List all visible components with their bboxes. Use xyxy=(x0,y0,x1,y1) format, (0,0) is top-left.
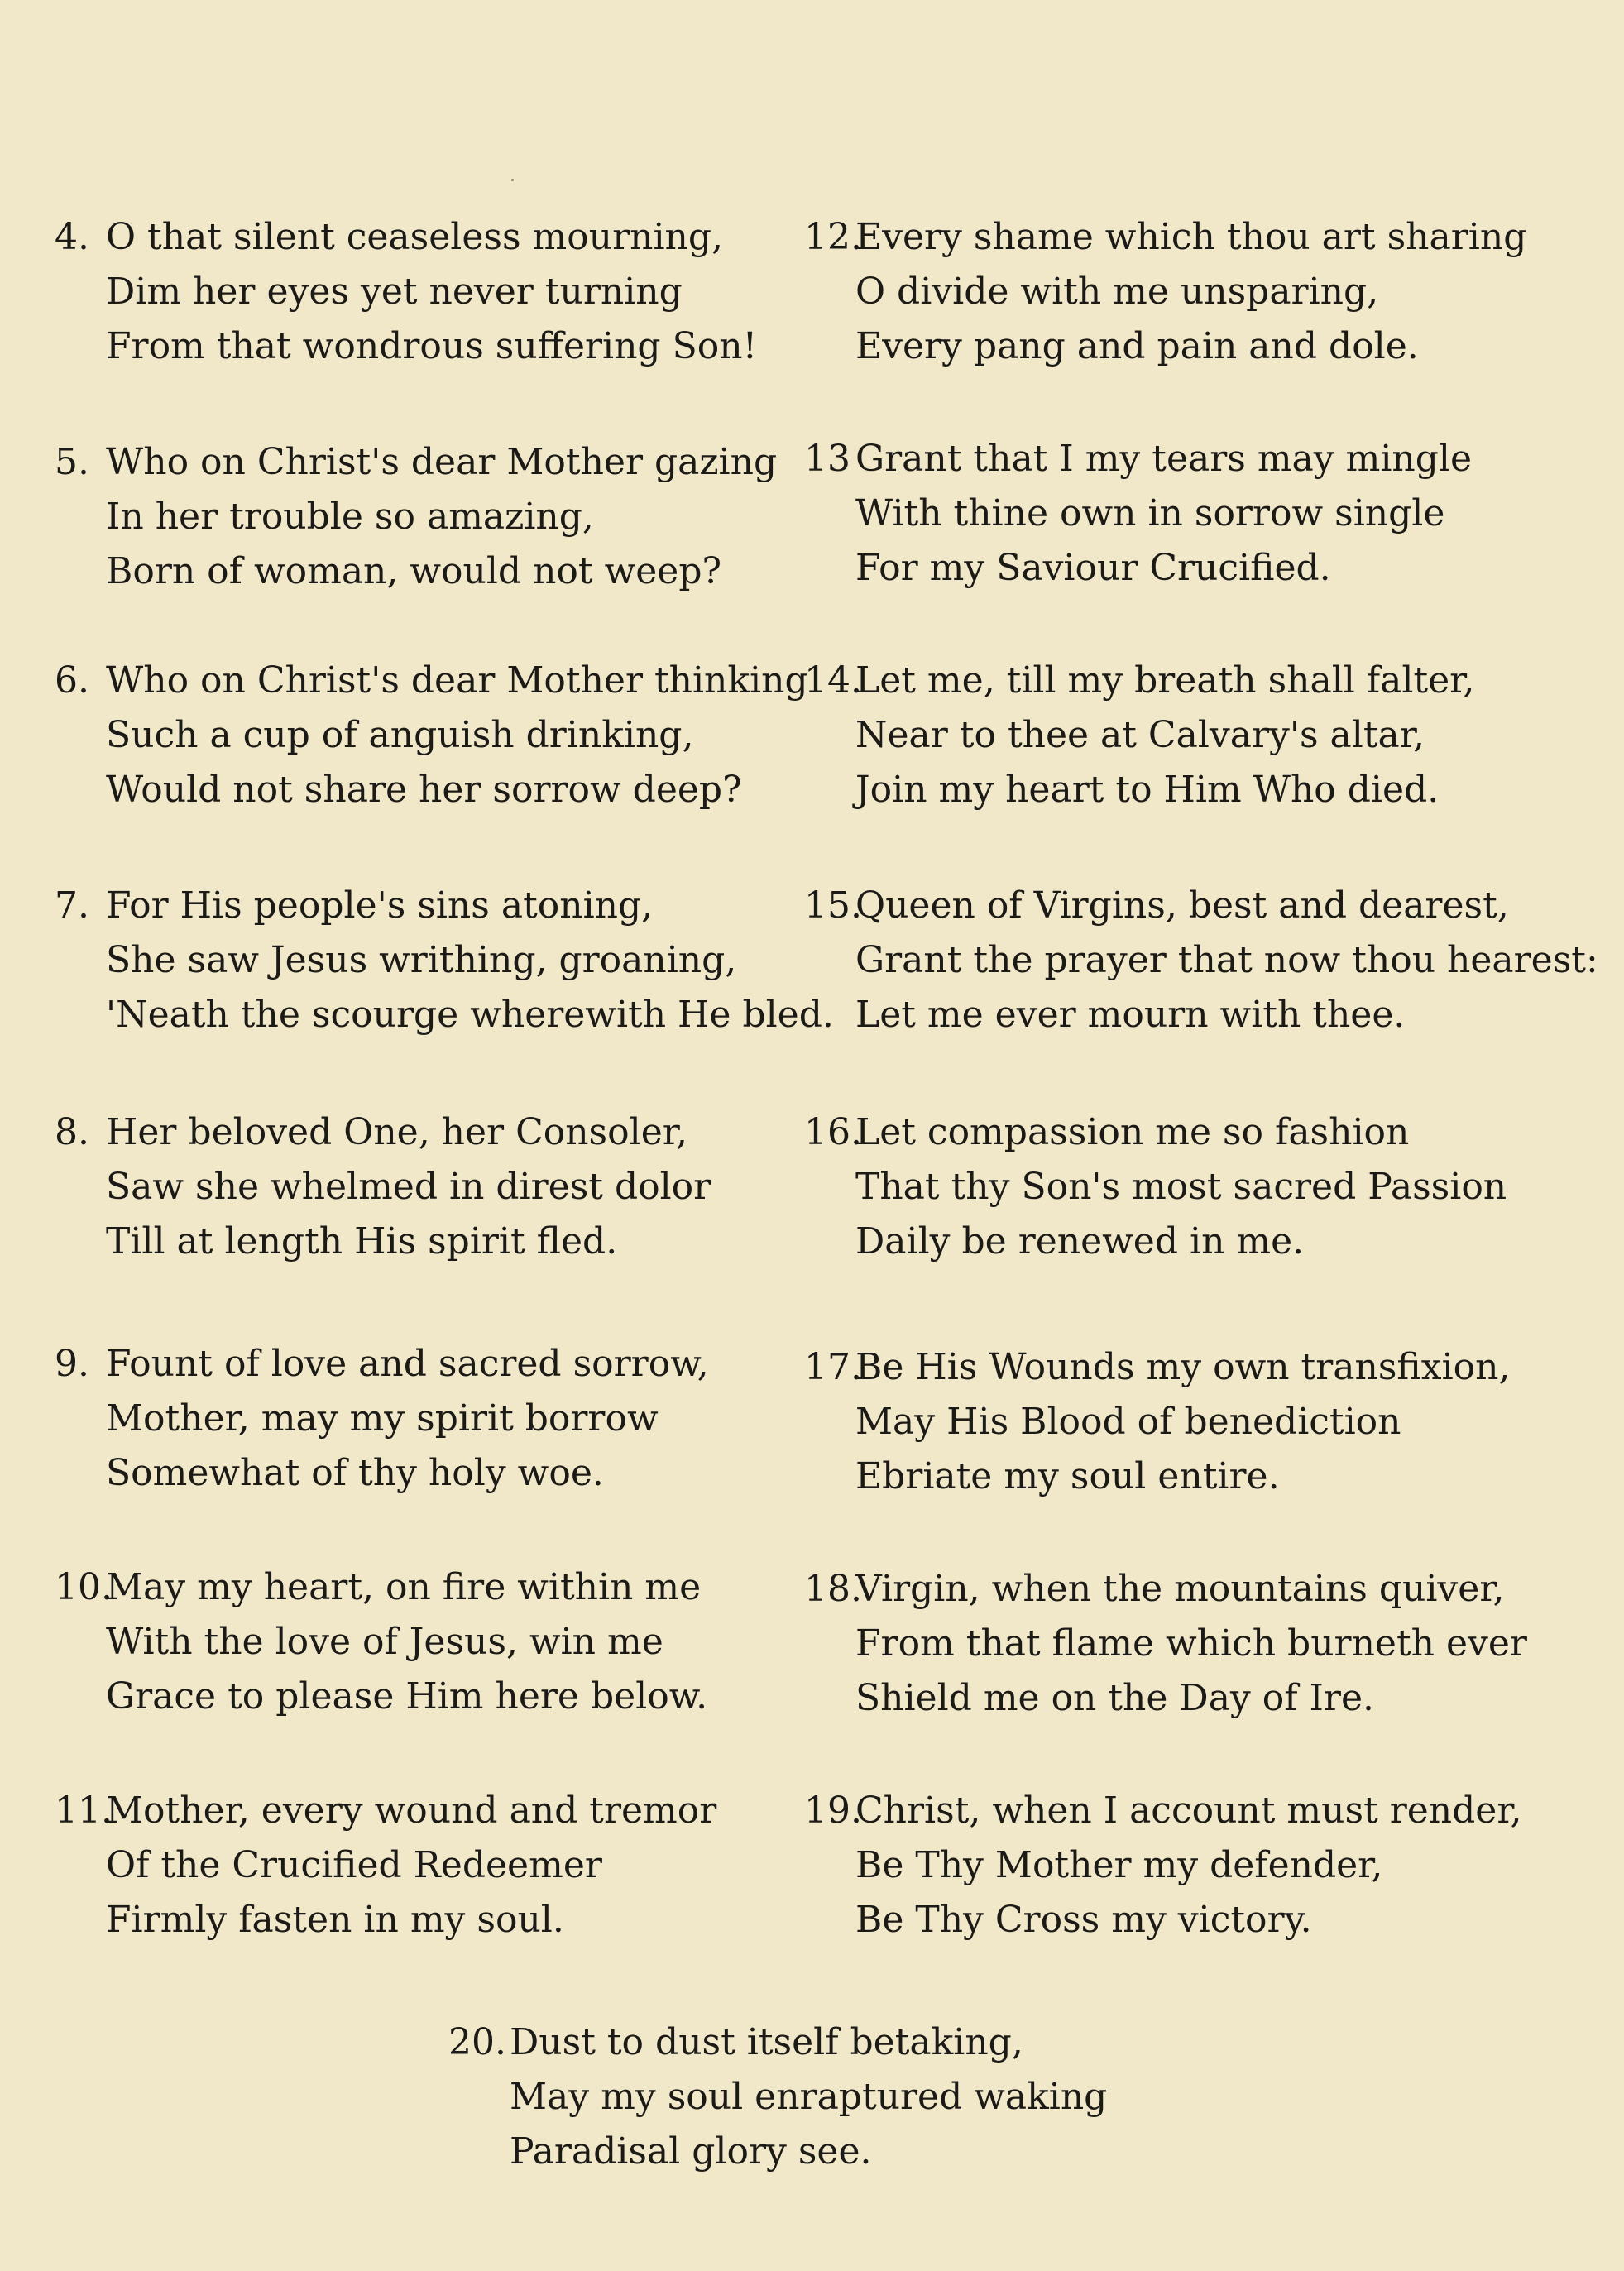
stanza-number: 18. xyxy=(804,1568,862,1610)
stanza-line-text: Grace to please Him here below. xyxy=(106,1675,708,1718)
stanza-line-text: Mother, may my spirit borrow xyxy=(106,1397,659,1440)
stanza-line-text: With thine own in sorrow single xyxy=(855,492,1445,534)
stanza-line xyxy=(804,1562,1549,1617)
stanza-5 xyxy=(55,435,799,599)
stanza-line xyxy=(55,1215,799,1269)
stanza-line-text: Dim her eyes yet never turning xyxy=(106,271,683,313)
stanza-line-text: With the love of Jesus, win me xyxy=(106,1621,663,1663)
stanza-line-text: Virgin, when the mountains quiver, xyxy=(855,1568,1505,1610)
stanza-line xyxy=(804,1893,1549,1948)
stanza-number: 5. xyxy=(55,441,89,483)
stanza-line xyxy=(448,2125,1193,2179)
stanza-line-text: O divide with me unsparing, xyxy=(855,271,1379,313)
stanza-number: 14. xyxy=(804,659,862,702)
stanza-line xyxy=(55,1838,799,1893)
stanza-line-text: Ebriate my soul entire. xyxy=(855,1455,1280,1497)
stanza-line-text: Somewhat of thy holy woe. xyxy=(106,1452,604,1494)
stanza-18 xyxy=(804,1562,1549,1726)
stanza-line-text: May His Blood of benediction xyxy=(855,1401,1401,1443)
stanza-line xyxy=(804,1449,1549,1504)
stanza-line xyxy=(55,1893,799,1948)
stanza-line-text: Born of woman, would not weep? xyxy=(106,550,722,592)
stanza-line-text: From that wondrous suffering Son! xyxy=(106,325,758,367)
stanza-line-text: May my soul enraptured waking xyxy=(510,2076,1108,2118)
stanza-line-text: Join my heart to Him Who died. xyxy=(855,769,1440,811)
stanza-line xyxy=(55,1392,799,1446)
stanza-line xyxy=(804,541,1549,596)
stanza-line xyxy=(55,988,834,1042)
stanza-line xyxy=(804,1105,1549,1160)
stanza-line xyxy=(55,210,799,265)
stanza-line-text: May my heart, on fire within me xyxy=(106,1566,702,1608)
stanza-line xyxy=(55,933,799,988)
stanza-line-text: O that silent ceaseless mourning, xyxy=(106,216,724,258)
stanza-20 xyxy=(448,2015,1193,2179)
stanza-number: 7. xyxy=(55,884,89,927)
stanza-line-text: Who on Christ's dear Mother gazing xyxy=(106,441,778,483)
stanza-line-text: Let me, till my breath shall falter, xyxy=(855,659,1475,702)
stanza-6 xyxy=(55,654,808,817)
stanza-line-text: Mother, every wound and tremor xyxy=(106,1789,717,1832)
stanza-17 xyxy=(804,1340,1549,1504)
stanza-line-text: Would not share her sorrow deep? xyxy=(106,769,742,811)
stanza-line xyxy=(804,1838,1549,1893)
stanza-line xyxy=(55,1446,799,1501)
stanza-line xyxy=(55,654,808,708)
paper-speck xyxy=(511,179,514,181)
stanza-line xyxy=(55,265,799,319)
stanza-number: 12. xyxy=(804,216,862,258)
stanza-line-text: Queen of Virgins, best and dearest, xyxy=(855,884,1509,927)
stanza-number: 9. xyxy=(55,1343,89,1385)
stanza-11 xyxy=(55,1784,799,1948)
stanza-number: 6. xyxy=(55,659,89,702)
stanza-line-text: For my Saviour Crucified. xyxy=(855,547,1331,589)
stanza-line xyxy=(804,486,1549,541)
stanza-line xyxy=(804,432,1549,486)
stanza-line-text: Fount of love and sacred sorrow, xyxy=(106,1343,709,1385)
stanza-line-text: Firmly fasten in my soul. xyxy=(106,1899,564,1941)
stanza-line-text: Let compassion me so fashion xyxy=(855,1111,1410,1153)
stanza-19 xyxy=(804,1784,1549,1948)
stanza-number: 16. xyxy=(804,1111,862,1153)
stanza-line xyxy=(55,1784,799,1838)
stanza-number: 20. xyxy=(448,2021,506,2063)
stanza-line-text: Her beloved One, her Consoler, xyxy=(106,1111,687,1153)
stanza-number: 8. xyxy=(55,1111,89,1153)
stanza-line xyxy=(448,2015,1193,2070)
stanza-line-text: Till at length His spirit fled. xyxy=(106,1220,618,1262)
stanza-line-text: Of the Crucified Redeemer xyxy=(106,1844,602,1886)
stanza-line-text: Near to thee at Calvary's altar, xyxy=(855,714,1425,756)
stanza-line xyxy=(804,1784,1549,1838)
stanza-line-text: Be His Wounds my own transfixion, xyxy=(855,1346,1511,1388)
stanza-line-text: Every pang and pain and dole. xyxy=(855,325,1419,367)
stanza-12 xyxy=(804,210,1549,374)
stanza-8 xyxy=(55,1105,799,1269)
stanza-line-text: Christ, when I account must render, xyxy=(855,1789,1522,1832)
stanza-number: 17. xyxy=(804,1346,862,1388)
stanza-line xyxy=(804,319,1549,374)
stanza-line-text: She saw Jesus writhing, groaning, xyxy=(106,939,737,981)
stanza-line xyxy=(804,1617,1549,1671)
stanza-9 xyxy=(55,1337,799,1501)
stanza-line xyxy=(804,1215,1549,1269)
stanza-line xyxy=(55,435,799,490)
stanza-line xyxy=(804,1671,1549,1726)
stanza-line xyxy=(804,879,1549,933)
stanza-line xyxy=(55,879,799,933)
stanza-line xyxy=(804,265,1549,319)
stanza-line xyxy=(55,1337,799,1392)
stanza-line-text: Grant the prayer that now thou hearest: xyxy=(855,939,1598,981)
stanza-line xyxy=(804,1160,1549,1215)
stanza-line-text: Let me ever mourn with thee. xyxy=(855,994,1406,1036)
stanza-16 xyxy=(804,1105,1549,1269)
stanza-line xyxy=(55,1160,799,1215)
stanza-line-text: Daily be renewed in me. xyxy=(855,1220,1305,1262)
stanza-line xyxy=(804,654,1549,708)
stanza-line-text: That thy Son's most sacred Passion xyxy=(855,1166,1507,1208)
stanza-line xyxy=(804,210,1549,265)
stanza-line-text: In her trouble so amazing, xyxy=(106,496,594,538)
stanza-line xyxy=(55,708,799,763)
stanza-line-text: Be Thy Cross my victory. xyxy=(855,1899,1312,1941)
stanza-15 xyxy=(804,879,1598,1042)
stanza-line xyxy=(55,490,799,544)
stanza-number: 10. xyxy=(55,1566,113,1608)
stanza-line xyxy=(55,1670,799,1724)
stanza-line xyxy=(55,319,799,374)
stanza-13 xyxy=(804,432,1549,596)
stanza-line-text: For His people's sins atoning, xyxy=(106,884,654,927)
stanza-line-text: Saw she whelmed in direst dolor xyxy=(106,1166,711,1208)
stanza-line-text: From that flame which burneth ever xyxy=(855,1622,1527,1665)
stanza-line xyxy=(55,1615,799,1670)
stanza-number: 13 xyxy=(804,438,850,480)
stanza-line xyxy=(804,933,1598,988)
stanza-line-text: Such a cup of anguish drinking, xyxy=(106,714,694,756)
stanza-10 xyxy=(55,1560,799,1724)
stanza-line-text: Be Thy Mother my defender, xyxy=(855,1844,1383,1886)
stanza-line-text: Dust to dust itself betaking, xyxy=(510,2021,1023,2063)
stanza-line-text: Paradisal glory see. xyxy=(510,2130,872,2173)
stanza-number: 4. xyxy=(55,216,89,258)
stanza-line-text: Grant that I my tears may mingle xyxy=(855,438,1473,480)
stanza-number: 11. xyxy=(55,1789,113,1832)
stanza-line xyxy=(804,988,1549,1042)
stanza-line-text: Who on Christ's dear Mother thinking xyxy=(106,659,808,702)
stanza-line xyxy=(55,1105,799,1160)
stanza-line xyxy=(804,763,1549,817)
stanza-line xyxy=(448,2070,1193,2125)
stanza-line xyxy=(55,763,799,817)
stanza-line-text: Shield me on the Day of Ire. xyxy=(855,1677,1374,1719)
stanza-4 xyxy=(55,210,799,374)
stanza-line xyxy=(804,708,1549,763)
stanza-line xyxy=(55,1560,799,1615)
stanza-line xyxy=(804,1340,1549,1395)
stanza-line-text: 'Neath the scourge wherewith He bled. xyxy=(106,994,834,1036)
stanza-number: 15. xyxy=(804,884,862,927)
stanza-line-text: Every shame which thou art sharing xyxy=(855,216,1527,258)
stanza-line xyxy=(55,544,799,599)
stanza-14 xyxy=(804,654,1549,817)
stanza-line xyxy=(804,1395,1549,1449)
stanza-number: 19. xyxy=(804,1789,862,1832)
